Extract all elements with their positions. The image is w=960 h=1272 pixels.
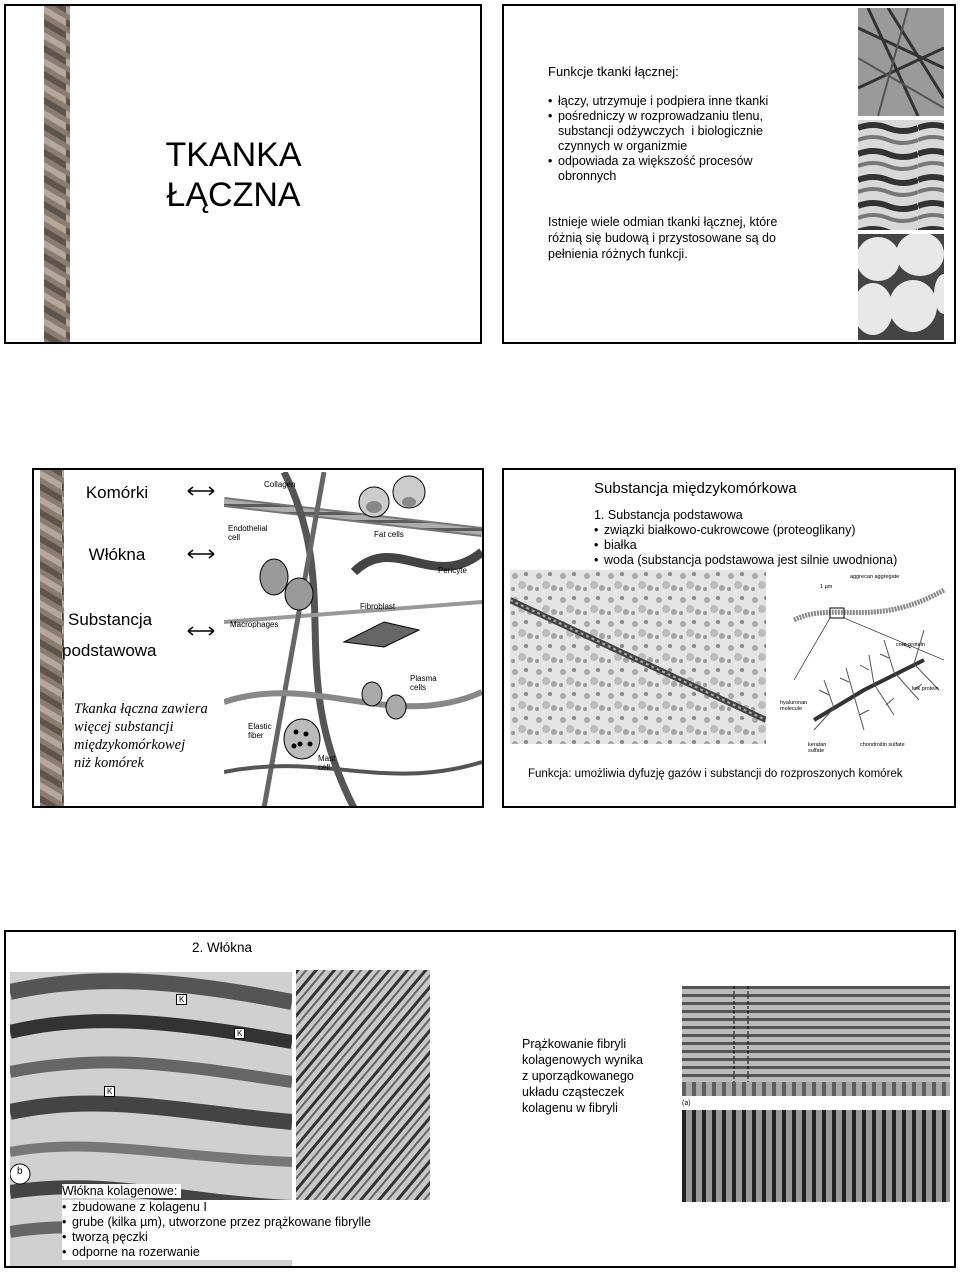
label-cells: Komórki [85,483,149,502]
title-line-2: ŁĄCZNA [166,176,301,214]
list-item: • odpowiada za większość procesów obronnych [548,154,800,184]
list-item: • łączy, utrzymuje i podpiera inne tkanki [548,94,800,109]
label-pericyte: Pericyte [438,566,467,575]
label-endothelial: Endothelial cell [228,524,268,542]
collagen-title: Włókna kolagenowe: [62,1184,181,1198]
striation-caption: Prążkowanie fibryli kolagenowych wynika z uporządkowanego układu cząsteczek kolagenu w fibryli [522,1037,643,1115]
function-text: Funkcja: umożliwia dyfuzję gazów i substancji do rozproszonych komórek [528,768,903,780]
label-aggregate: aggrecan aggregate [850,574,900,580]
list-item: • zbudowane z kolagenu I [62,1200,462,1215]
list-item: • woda (substancja podstawowa jest silnie uwodniona) [594,553,954,568]
panel-letter: b [17,1166,23,1177]
functions-paragraph: Istnieje wiele odmian tkanki łącznej, które różnią się budową i przystosowane są do pełnienia różnych funkcji. [548,215,778,261]
list-item: • tworzą pęczki [62,1230,462,1245]
label-fibers: Włókna [88,545,146,564]
ground-heading: Substancja międzykomórkowa [594,480,797,497]
note-text: Tkanka łączna zawiera więcej substancji międzykomórkowej niż komórek [74,701,208,771]
fibril-micrograph [296,970,430,1232]
ground-subheading: 1. Substancja podstawowa [594,508,743,522]
functions-heading: Funkcje tkanki łącznej: [548,64,679,79]
arrow-icon [186,626,216,636]
rope-decoration [44,6,70,344]
functions-list [548,94,800,184]
slide-fibers [4,930,956,1268]
aggrecan-diagram [774,570,954,760]
molecular-arrangement-diagram [682,986,950,1082]
arrow-icon [186,549,216,559]
label-plasma-cells: Plasma cells [410,674,437,692]
label-scale: 1 µm [820,584,833,590]
fiber-panel-label: (a) [682,1100,691,1107]
label-ground-2: podstawowa [62,641,157,660]
label-collagen: Collagen [264,480,296,489]
collagen-list [62,1200,462,1260]
list-item: • białka [594,538,954,553]
marker-k-2: K [234,1028,245,1039]
tissue-micrograph-3 [858,234,944,340]
list-item: • pośredniczy w rozprowadzaniu tlenu, substancji odżywczych i biologicznie czynnych w organizmie [548,109,800,154]
title-line-1: TKANKA [165,136,302,174]
slide-components [32,468,484,808]
proteoglycan-micrograph [510,570,766,744]
label-keratan: keratan sulfate [808,742,827,754]
label-mast-cell: Mast cell [318,754,336,772]
list-item: • grube (kilka µm), utworzone przez prążkowane fibrylle [62,1215,462,1230]
label-ground-1: Substancja [68,610,153,629]
slide-title [4,4,482,344]
label-link-protein: link protein [912,686,939,692]
list-item: • związki białkowo-cukrowcowe (proteoglikany) [594,523,954,538]
fibers-heading: 2. Włókna [192,940,253,955]
slide-ground-substance [502,468,956,808]
label-macrophages: Macrophages [230,620,279,629]
label-fibroblast: Fibroblast [360,602,396,611]
band-pattern [682,1082,950,1096]
slide-functions [502,4,956,344]
label-core-protein: core protein [896,642,926,648]
tissue-micrograph-2 [858,120,944,230]
rope-decoration [40,470,64,808]
marker-k-3: K [104,1086,115,1097]
connective-tissue-diagram [224,472,482,808]
label-elastic-fiber: Elastic fiber [248,722,272,740]
label-chondroitin: chondroitin sulfate [860,742,905,748]
list-item: • odporne na rozerwanie [62,1245,462,1260]
ground-list [594,523,954,568]
arrow-icon [186,486,216,496]
tissue-micrograph-1 [858,8,944,116]
label-hyaluronan: hyaluronan molecule [780,700,808,712]
marker-k-1: K [176,994,187,1005]
fibril-em-image [682,1110,950,1202]
label-fat-cells: Fat cells [374,530,404,539]
